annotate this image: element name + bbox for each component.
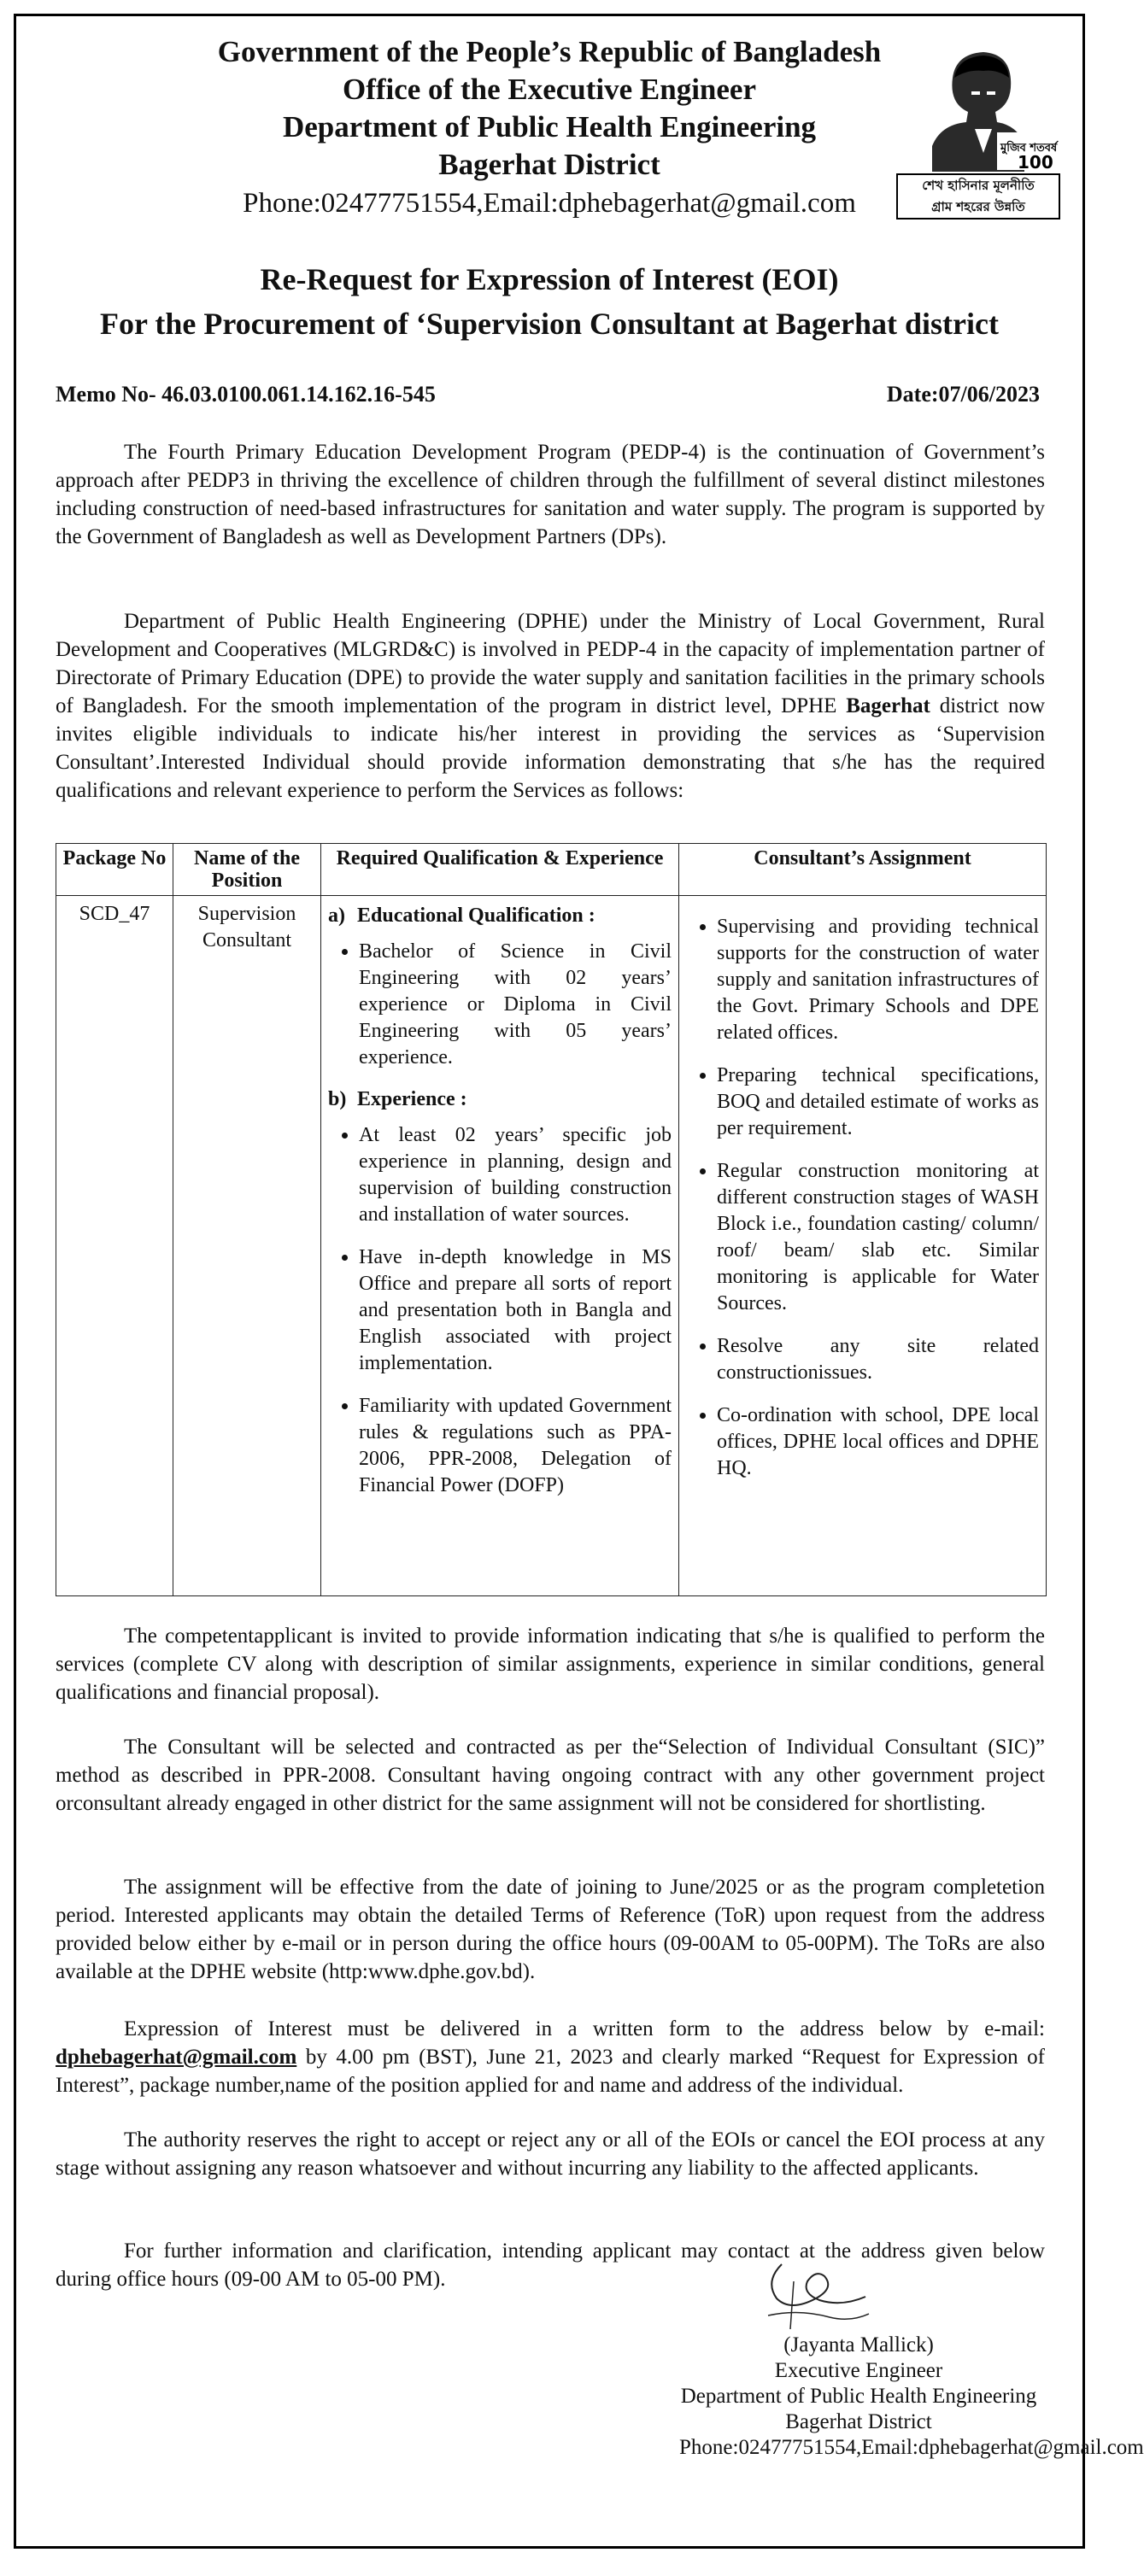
list-item: • Resolve any site related constructionissues. [717, 1332, 1039, 1386]
body-paragraph-4: Expression of Interest must be delivered in a written form to the address below by e-mail: dphebagerhat@gmail.com by 4.00 pm (BST), June 21, 2023 and clearly marked “Request for Expression of Interest”, package number,name of the position applied for and name and address of the individual. [56, 2017, 1046, 2097]
body-paragraph-5: The authority reserves the right to accept or reject any or all of the EOIs or cancel the EOI process at any stage without assigning any reason whatsoever and without incurring any liability to the affected applicants. [56, 2128, 1045, 2180]
memo-number: Memo No- 46.03.0100.061.14.162.16-545 [56, 382, 436, 407]
edu-heading: a) Educational Qualification : [328, 905, 595, 927]
requirements-table [56, 843, 1047, 1596]
eoi-notice-page [14, 14, 1144, 2549]
table-row [56, 896, 1047, 1596]
intro-paragraph-1: The Fourth Primary Education Development Program (PEDP-4) is the continuation of Government’s approach after PEDP3 in thriving the excellence of children through the fulfillment of several distinct milestones including construction of need-based infrastructures for sanitation and water supply. The program is supported by the Government of Bangladesh as well as Development Partners (DPs). [56, 441, 1045, 548]
district-name: Bagerhat [846, 694, 930, 717]
col-package-no: Package No [56, 844, 173, 896]
package-no-cell: SCD_47 [56, 896, 173, 1596]
header-district: Bagerhat District [438, 148, 660, 181]
edu-list [328, 938, 672, 1071]
memo-date: Date:07/06/2023 [886, 382, 1040, 407]
header-office: Office of the Executive Engineer [342, 73, 757, 106]
body-paragraph-3: The assignment will be effective from the date of joining to June/2025 or as the program completetion period. Interested applicants may obtain the detailed Terms of Reference (ToR) upon request from the address provided below either by e-mail or in person during the office hours (09-00AM to 05-00PM). The ToRs are also available at the DPHE website (http:www.dphe.gov.bd). [56, 1876, 1045, 1983]
signatory-contact: Phone:02477751554,Email:dphebagerhat@gmail.com [679, 2436, 1144, 2459]
exp-heading: b) Experience : [328, 1088, 467, 1110]
body-paragraph-2: The Consultant will be selected and contracted as per the“Selection of Individual Consultant (SIC)” method as described in PPR-2008. Consultant having ongoing contract with any other government project orconsultant already engaged in other district for the same assignment will not be considered for shortlisting. [56, 1736, 1045, 1815]
list-item: • Regular construction monitoring at different construction stages of WASH Block i.e., foundation casting/ column/ roof/ beam/ slab etc. Similar monitoring is applicable for Water Sources. [717, 1157, 1039, 1317]
list-item: • Supervising and providing technical supports for the construction of water supply and sanitation infrastructures of the Govt. Primary Schools and DPE related offices. [717, 913, 1039, 1046]
col-qualification: Required Qualification & Experience [321, 844, 679, 896]
col-assignment: Consultant’s Assignment [679, 844, 1047, 896]
signatory-district: Bagerhat District [785, 2410, 932, 2433]
list-item: • Have in-depth knowledge in MS Office and prepare all sorts of report and presentation both in Bangla and English associated with project implementation. [359, 1244, 672, 1377]
intro-paragraph-2: Department of Public Health Engineering (DPHE) under the Ministry of Local Government, Rural Development and Cooperatives (MLGRD&C) is involved in PEDP-4 in the capacity of implementation partner of Directorate of Primary Education (DPE) to provide the water supply and sanitation facilities in the primary schools of Bangladesh. For the smooth implementation of the program in district level, DPHE Bagerhat district now invites eligible individuals to indicate his/her interest in providing the services as ‘Supervision Consultant’.Interested Individual should provide information demonstrating that s/he has the required qualifications and relevant experience to perform the Services as follows: [56, 610, 1045, 802]
logo-slogan: শেখ হাসিনার মূলনীতি গ্রাম শহরের উন্নতি [896, 173, 1060, 220]
header-contact: Phone:02477751554,Email:dphebagerhat@gmail.com [243, 188, 856, 219]
list-item: • At least 02 years’ specific job experience in planning, design and supervision of building construction and installation of water sources. [359, 1121, 672, 1228]
email-link[interactable]: dphebagerhat@gmail.com [56, 2046, 297, 2069]
list-item: • Bachelor of Science in Civil Engineering with 02 years’ experience or Diploma in Civil Engineering with 05 years’ experience. [359, 938, 672, 1071]
signatory-department: Department of Public Health Engineering [680, 2385, 1037, 2408]
body-paragraph-1: The competentapplicant is invited to provide information indicating that s/he is qualified to perform the services (complete CV along with description of similar assignments, experience in similar conditions, general qualifications and financial proposal). [56, 1625, 1045, 1704]
signatory-designation: Executive Engineer [774, 2359, 943, 2382]
qualification-cell [321, 896, 679, 1596]
mujib-borsho-logo [896, 44, 1064, 223]
list-item: • Co-ordination with school, DPE local offices, DPHE local offices and DPHE HQ. [717, 1402, 1039, 1482]
memo-line [56, 382, 1040, 407]
signature-scribble-icon [756, 2247, 876, 2341]
header-government: Government of the People’s Republic of Bangladesh [217, 35, 882, 68]
notice-title: Re-Request for Expression of Interest (EOI) [260, 262, 839, 296]
assignment-list [686, 913, 1039, 1482]
notice-subtitle: For the Procurement of ‘Supervision Consultant at Bagerhat district [100, 307, 999, 341]
list-item: • Preparing technical specifications, BOQ and detailed estimate of works as per requirement. [717, 1062, 1039, 1142]
header-department: Department of Public Health Engineering [282, 110, 817, 143]
list-item: • Familiarity with updated Government rules & regulations such as PPA-2006, PPR-2008, Delegation of Financial Power (DOFP) [359, 1392, 672, 1499]
body-paragraph-6: For further information and clarification, intending applicant may contact at the address given below during office hours (09-00 AM to 05-00 PM). [56, 2239, 1045, 2291]
position-cell: Supervision Consultant [173, 896, 321, 1596]
col-position: Name of the Position [173, 844, 321, 896]
svg-text:মুজিব শতবর্ষ: মুজিব শতবর্ষ [1000, 142, 1058, 155]
table-header-row [56, 844, 1047, 896]
svg-text:100: 100 [1018, 152, 1053, 173]
assignment-cell [679, 896, 1047, 1596]
signature-block [679, 2333, 1144, 2461]
exp-list [328, 1121, 672, 1499]
signatory-name: (Jayanta Mallick) [783, 2333, 934, 2356]
portrait-icon [915, 44, 1058, 173]
